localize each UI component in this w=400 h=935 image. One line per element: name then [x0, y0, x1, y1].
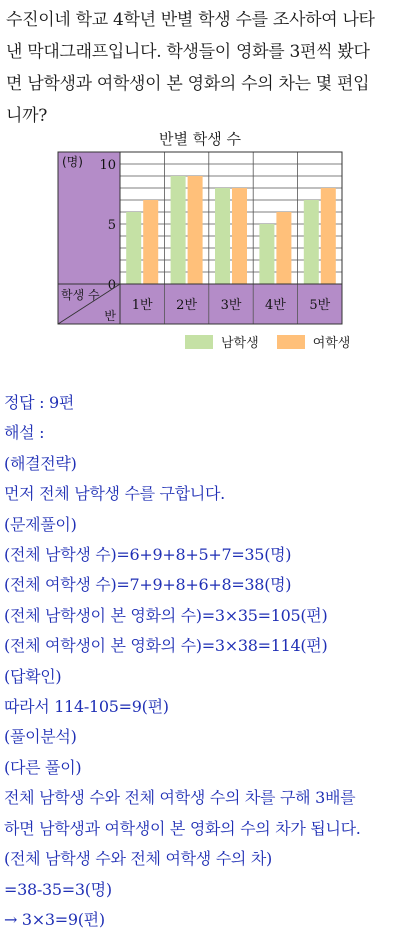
- corner-label-count: 학생 수: [61, 288, 100, 302]
- bar-girls: [321, 188, 336, 284]
- y-tick-label: 10: [99, 158, 116, 173]
- chart-legend: [185, 332, 368, 351]
- bar-girls: [276, 212, 291, 284]
- answer-line: (전체 남학생 수와 전체 여학생 수의 차): [4, 849, 272, 869]
- problem-line: 니까?: [6, 106, 48, 126]
- bar-girls: [143, 200, 158, 284]
- answer-line: (전체 여학생이 본 영화의 수)=3×38=114(편): [4, 636, 328, 656]
- problem-line: 낸 막대그래프입니다. 학생들이 영화를 3편씩 봤다: [6, 42, 370, 62]
- answer-line: (전체 여학생 수)=7+9+8+6+8=38(명): [4, 575, 292, 595]
- corner-label-class: 반: [104, 309, 116, 323]
- category-label: 4반: [264, 298, 286, 313]
- bar-girls: [188, 176, 203, 284]
- bar-boys: [259, 224, 274, 284]
- answer-line: (해결전략): [4, 453, 77, 473]
- legend-swatch-girls: [277, 335, 305, 349]
- y-unit-label: (명): [62, 155, 83, 169]
- y-tick-label: 0: [107, 278, 116, 293]
- answer-line: (답확인): [4, 666, 62, 686]
- answer-line: (문제풀이): [4, 514, 77, 534]
- y-tick-label: 5: [107, 218, 116, 233]
- answer-line: =38-35=3(명): [4, 879, 112, 899]
- category-label: 1반: [131, 298, 153, 313]
- legend-swatch-boys: [185, 335, 213, 349]
- answer-explanation: [4, 388, 398, 935]
- answer-line: (다른 풀이): [4, 757, 82, 777]
- answer-line: (전체 남학생 수)=6+9+8+5+7=35(명): [4, 545, 292, 565]
- legend-item-girls: [277, 332, 351, 351]
- bar-chart: [0, 140, 400, 330]
- problem-text: [6, 4, 398, 132]
- answer-line: 전체 남학생 수와 전체 여학생 수의 차를 구해 3배를: [4, 788, 356, 808]
- answer-line: 정답 : 9편: [4, 393, 75, 412]
- answer-line: (풀이분석): [4, 727, 77, 747]
- category-label: 3반: [220, 298, 242, 313]
- legend-item-boys: [185, 332, 259, 351]
- problem-line: 면 남학생과 여학생이 본 영화의 수의 차는 몇 편입: [6, 74, 370, 94]
- problem-line: 수진이네 학교 4학년 반별 학생 수를 조사하여 나타: [6, 10, 375, 30]
- category-label: 5반: [309, 298, 331, 313]
- answer-line: 해설 :: [4, 423, 45, 443]
- bar-boys: [215, 188, 230, 284]
- answer-line: 먼저 전체 남학생 수를 구합니다.: [4, 484, 225, 504]
- answer-line: → 3×3=9(편): [4, 909, 105, 929]
- answer-line: (전체 남학생이 본 영화의 수)=3×35=105(편): [4, 605, 328, 625]
- legend-label-girls: 여학생: [312, 336, 351, 351]
- legend-label-boys: 남학생: [221, 336, 259, 351]
- bar-boys: [171, 176, 186, 284]
- bar-girls: [232, 188, 247, 284]
- bar-boys: [126, 212, 141, 284]
- chart-title: 반별 학생 수: [159, 130, 241, 148]
- answer-line: 따라서 114-105=9(편): [4, 697, 169, 717]
- answer-line: 하면 남학생과 여학생이 본 영화의 수의 차가 됩니다.: [4, 818, 361, 838]
- category-label: 2반: [176, 298, 198, 313]
- bar-boys: [304, 200, 319, 284]
